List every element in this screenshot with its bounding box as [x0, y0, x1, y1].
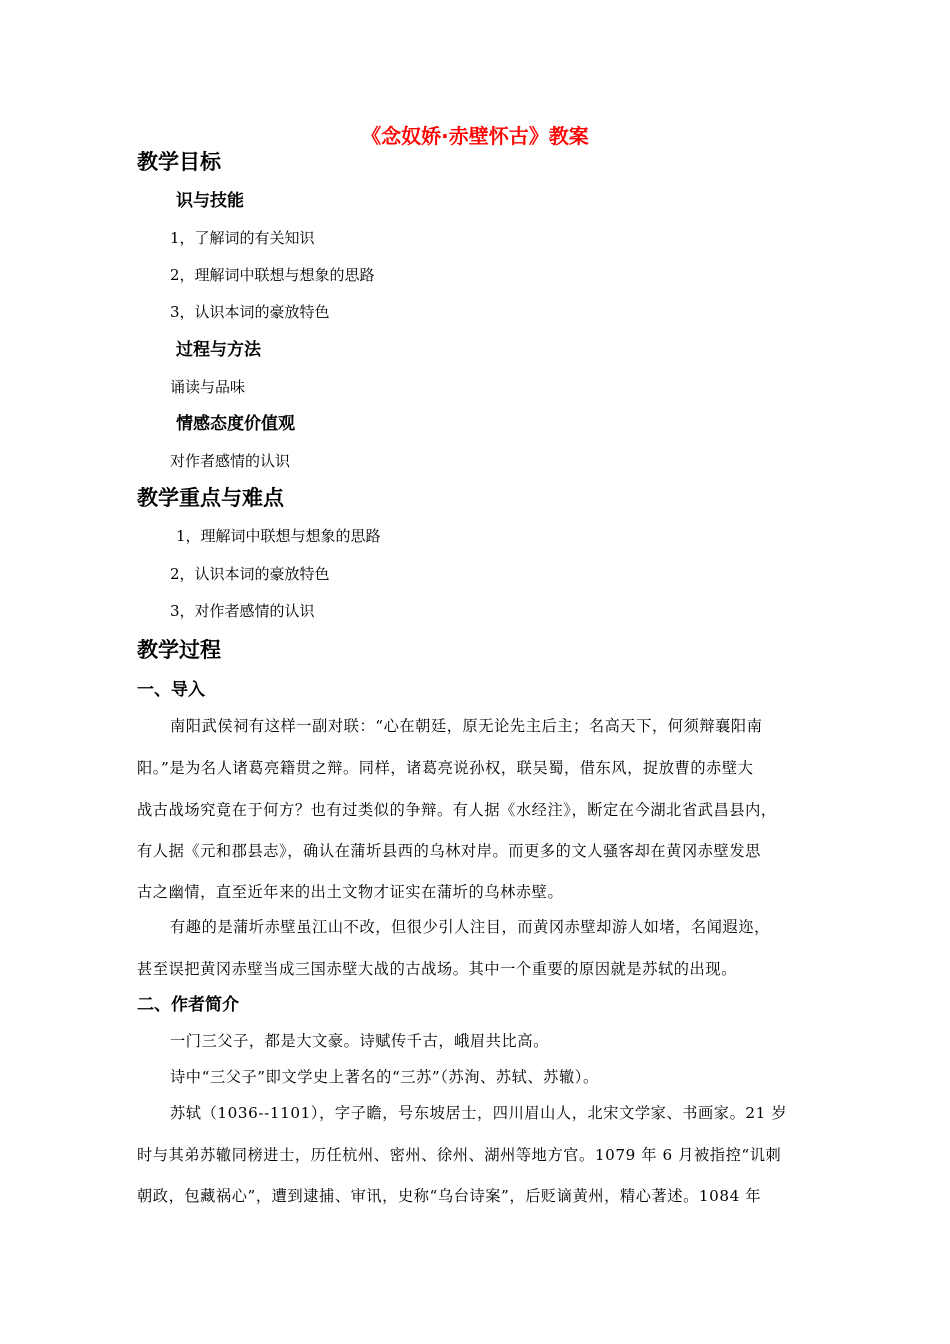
document-title: 《念奴娇·赤壁怀古》教案 [361, 124, 589, 148]
heading-teaching-process: 教学过程 [137, 638, 221, 662]
subheading-author: 二、作者简介 [137, 995, 239, 1015]
skills-item: 2，理解词中联想与想象的思路 [170, 266, 375, 284]
intro-paragraph-line: 有趣的是蒲圻赤壁虽江山不改，但很少引人注目，而黄冈赤壁却游人如堵，名闻遐迩， [170, 918, 770, 936]
intro-paragraph-line: 古之幽情，直至近年来的出土文物才证实在蒲圻的乌林赤壁。 [137, 883, 564, 901]
author-line: 一门三父子，都是大文豪。诗赋传千古，峨眉共比高。 [170, 1032, 549, 1050]
skills-item: 1，了解词的有关知识 [170, 229, 315, 247]
skills-item: 3，认识本词的豪放特色 [170, 303, 330, 321]
intro-paragraph-line: 阳。”是为名人诸葛亮籍贯之辩。同样，诸葛亮说孙权，联吴蜀，借东风，捉放曹的赤壁大 [137, 759, 754, 777]
focus-item: 2，认识本词的豪放特色 [170, 565, 330, 583]
author-line: 诗中“三父子”即文学史上著名的“三苏”（苏洵、苏轼、苏辙）。 [170, 1068, 599, 1086]
intro-paragraph-line: 有人据《元和郡县志》，确认在蒲圻县西的乌林对岸。而更多的文人骚客却在黄冈赤壁发思 [137, 842, 761, 860]
subheading-skills: 识与技能 [176, 191, 244, 211]
author-paragraph-line: 时与其弟苏辙同榜进士，历任杭州、密州、徐州、湖州等地方官。1079 年 6 月被指控“讥刺 [137, 1146, 782, 1164]
author-paragraph-line: 苏轼（1036--1101），字子瞻，号东坡居士，四川眉山人，北宋文学家、书画家。21 岁 [170, 1104, 788, 1122]
emotion-text: 对作者感情的认识 [170, 452, 291, 470]
intro-paragraph-line: 战古战场究竟在于何方？也有过类似的争辩。有人据《水经注》，断定在今湖北省武昌县内， [137, 801, 777, 819]
focus-item: 3，对作者感情的认识 [170, 602, 315, 620]
intro-paragraph-line: 南阳武侯祠有这样一副对联：“心在朝廷，原无论先主后主；名高天下，何须辩襄阳南 [170, 717, 763, 735]
intro-paragraph-line: 甚至误把黄冈赤壁当成三国赤壁大战的古战场。其中一个重要的原因就是苏轼的出现。 [137, 960, 737, 978]
focus-item: 1，理解词中联想与想象的思路 [176, 527, 381, 545]
process-method-text: 诵读与品味 [170, 378, 246, 396]
subheading-emotion: 情感态度价值观 [176, 414, 295, 434]
author-paragraph-line: 朝政，包藏祸心”，遭到逮捕、审讯，史称“乌台诗案”，后贬谪黄州，精心著述。1084 年 [137, 1187, 762, 1205]
subheading-intro: 一、导入 [137, 680, 205, 700]
subheading-process-method: 过程与方法 [176, 340, 261, 360]
heading-focus: 教学重点与难点 [137, 486, 284, 510]
heading-teaching-goals: 教学目标 [137, 150, 221, 174]
